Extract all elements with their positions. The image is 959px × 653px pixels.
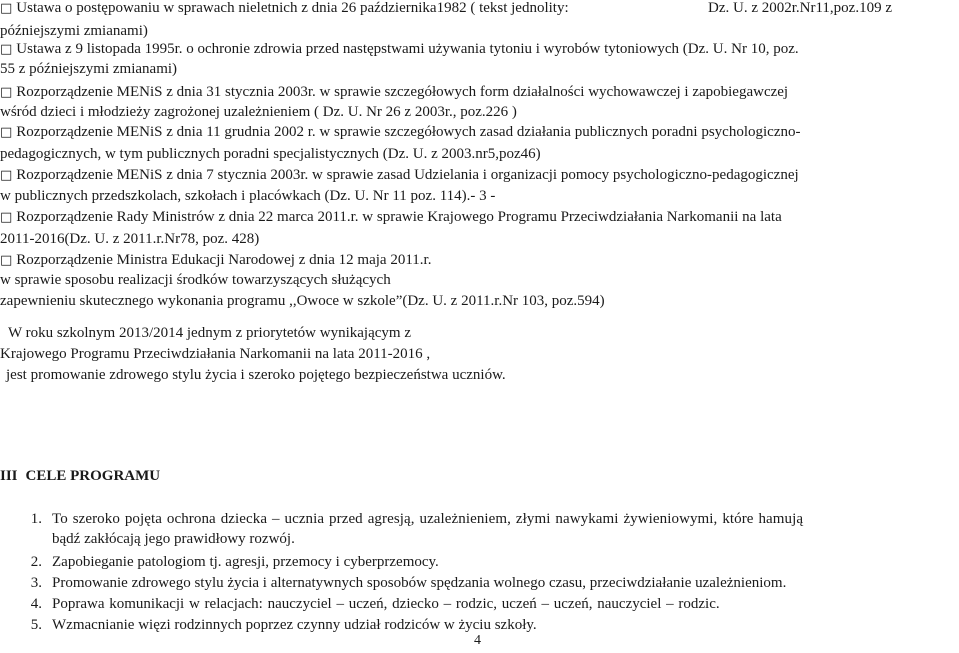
goal-item-1 — [24, 508, 940, 530]
goal-number: 4. — [30, 596, 42, 612]
legal-act-5-cont: w publicznych przedszkolach, szkołach i placówkach (Dz. U. Nr 11 poz. 114).- 3 - — [0, 188, 496, 204]
goal-number: 2. — [30, 554, 42, 570]
goal-item-1-cont: bądź zakłócają jego prawidłowy rozwój. — [52, 531, 295, 547]
goal-number: 5. — [30, 617, 42, 633]
legal-act-5: □ Rozporządzenie MENiS z dnia 7 stycznia 2003r. w sprawie zasad Udzielania i organizacji pomocy psychologiczno-pedagogicznej — [0, 167, 799, 183]
legal-act-3-cont: wśród dzieci i młodzieży zagrożonej uzależnieniem ( Dz. U. Nr 26 z 2003r., poz.226 ) — [0, 104, 517, 120]
priority-line-2: Krajowego Programu Przeciwdziałania Narkomanii na lata 2011-2016 , — [0, 346, 431, 362]
goal-text: Poprawa komunikacji w relacjach: nauczyciel – uczeń, dziecko – rodzic, uczeń – uczeń, nauczyciel – rodzic. — [52, 596, 720, 612]
legal-act-1-ref: Dz. U. z 2002r.Nr11,poz.109 z — [708, 0, 892, 16]
legal-act-7: □ Rozporządzenie Ministra Edukacji Narodowej z dnia 12 maja 2011.r. — [0, 252, 432, 268]
legal-act-6: □ Rozporządzenie Rady Ministrów z dnia 22 marca 2011.r. w sprawie Krajowego Programu Przeciwdziałania Narkomanii na lata — [0, 209, 782, 225]
bullet-icon: □ — [0, 42, 13, 57]
goal-text: To szeroko pojęta ochrona dziecka – ucznia przed agresją, uzależnieniem, złymi nawykami żywieniowymi, które hamują — [52, 511, 804, 527]
goal-item-2 — [24, 551, 940, 573]
goal-item-5 — [24, 614, 940, 636]
legal-act-1: □ Ustawa o postępowaniu w sprawach nieletnich z dnia 26 października1982 ( tekst jednolity: — [0, 0, 569, 16]
legal-act-1-cont: późniejszymi zmianami) — [0, 23, 148, 39]
goal-number: 1. — [30, 511, 42, 527]
bullet-icon: □ — [0, 125, 13, 140]
bullet-icon: □ — [0, 168, 13, 183]
legal-act-4: □ Rozporządzenie MENiS z dnia 11 grudnia 2002 r. w sprawie szczegółowych zasad działania publicznych poradni psychologiczno- — [0, 124, 801, 140]
page-number: 4 — [474, 633, 481, 648]
goal-text: Wzmacnianie więzi rodzinnych poprzez czynny udział rodziców w życiu szkoły. — [52, 617, 537, 633]
legal-act-3: □ Rozporządzenie MENiS z dnia 31 stycznia 2003r. w sprawie szczegółowych form działalności wychowawczej i zapobiegawczej — [0, 84, 789, 100]
priority-line-1: W roku szkolnym 2013/2014 jednym z priorytetów wynikającym z — [8, 325, 411, 341]
section-heading — [0, 465, 160, 488]
legal-act-4-cont: pedagogicznych, w tym publicznych poradni specjalistycznych (Dz. U. z 2003.nr5,poz46) — [0, 146, 541, 162]
legal-act-6-cont: 2011-2016(Dz. U. z 2011.r.Nr78, poz. 428) — [0, 231, 260, 247]
section-numeral: III — [0, 468, 18, 484]
bullet-icon: □ — [0, 253, 13, 268]
bullet-icon: □ — [0, 85, 13, 100]
bullet-icon: □ — [0, 210, 13, 225]
section-title: CELE PROGRAMU — [25, 468, 161, 484]
goal-item-4 — [24, 593, 940, 615]
legal-act-2: □ Ustawa z 9 listopada 1995r. o ochronie zdrowia przed następstwami używania tytoniu i wyrobów tytoniowych (Dz. U. Nr 10, poz. — [0, 41, 799, 57]
goal-item-3 — [24, 572, 940, 594]
legal-act-7-cont2: zapewnieniu skutecznego wykonania programu ,,Owoce w szkole”(Dz. U. z 2011.r.Nr 103, poz.594) — [0, 293, 605, 309]
priority-line-3: jest promowanie zdrowego stylu życia i szeroko pojętego bezpieczeństwa uczniów. — [6, 367, 506, 383]
legal-act-7-cont: w sprawie sposobu realizacji środków towarzyszących służących — [0, 272, 391, 288]
bullet-icon: □ — [0, 1, 13, 16]
legal-act-2-cont: 55 z późniejszymi zmianami) — [0, 61, 178, 77]
goal-text: Zapobieganie patologiom tj. agresji, przemocy i cyberprzemocy. — [52, 554, 439, 570]
goal-text: Promowanie zdrowego stylu życia i alternatywnych sposobów spędzania wolnego czasu, przeciwdziałanie uzależnieniom. — [52, 575, 787, 591]
goal-number: 3. — [30, 575, 42, 591]
